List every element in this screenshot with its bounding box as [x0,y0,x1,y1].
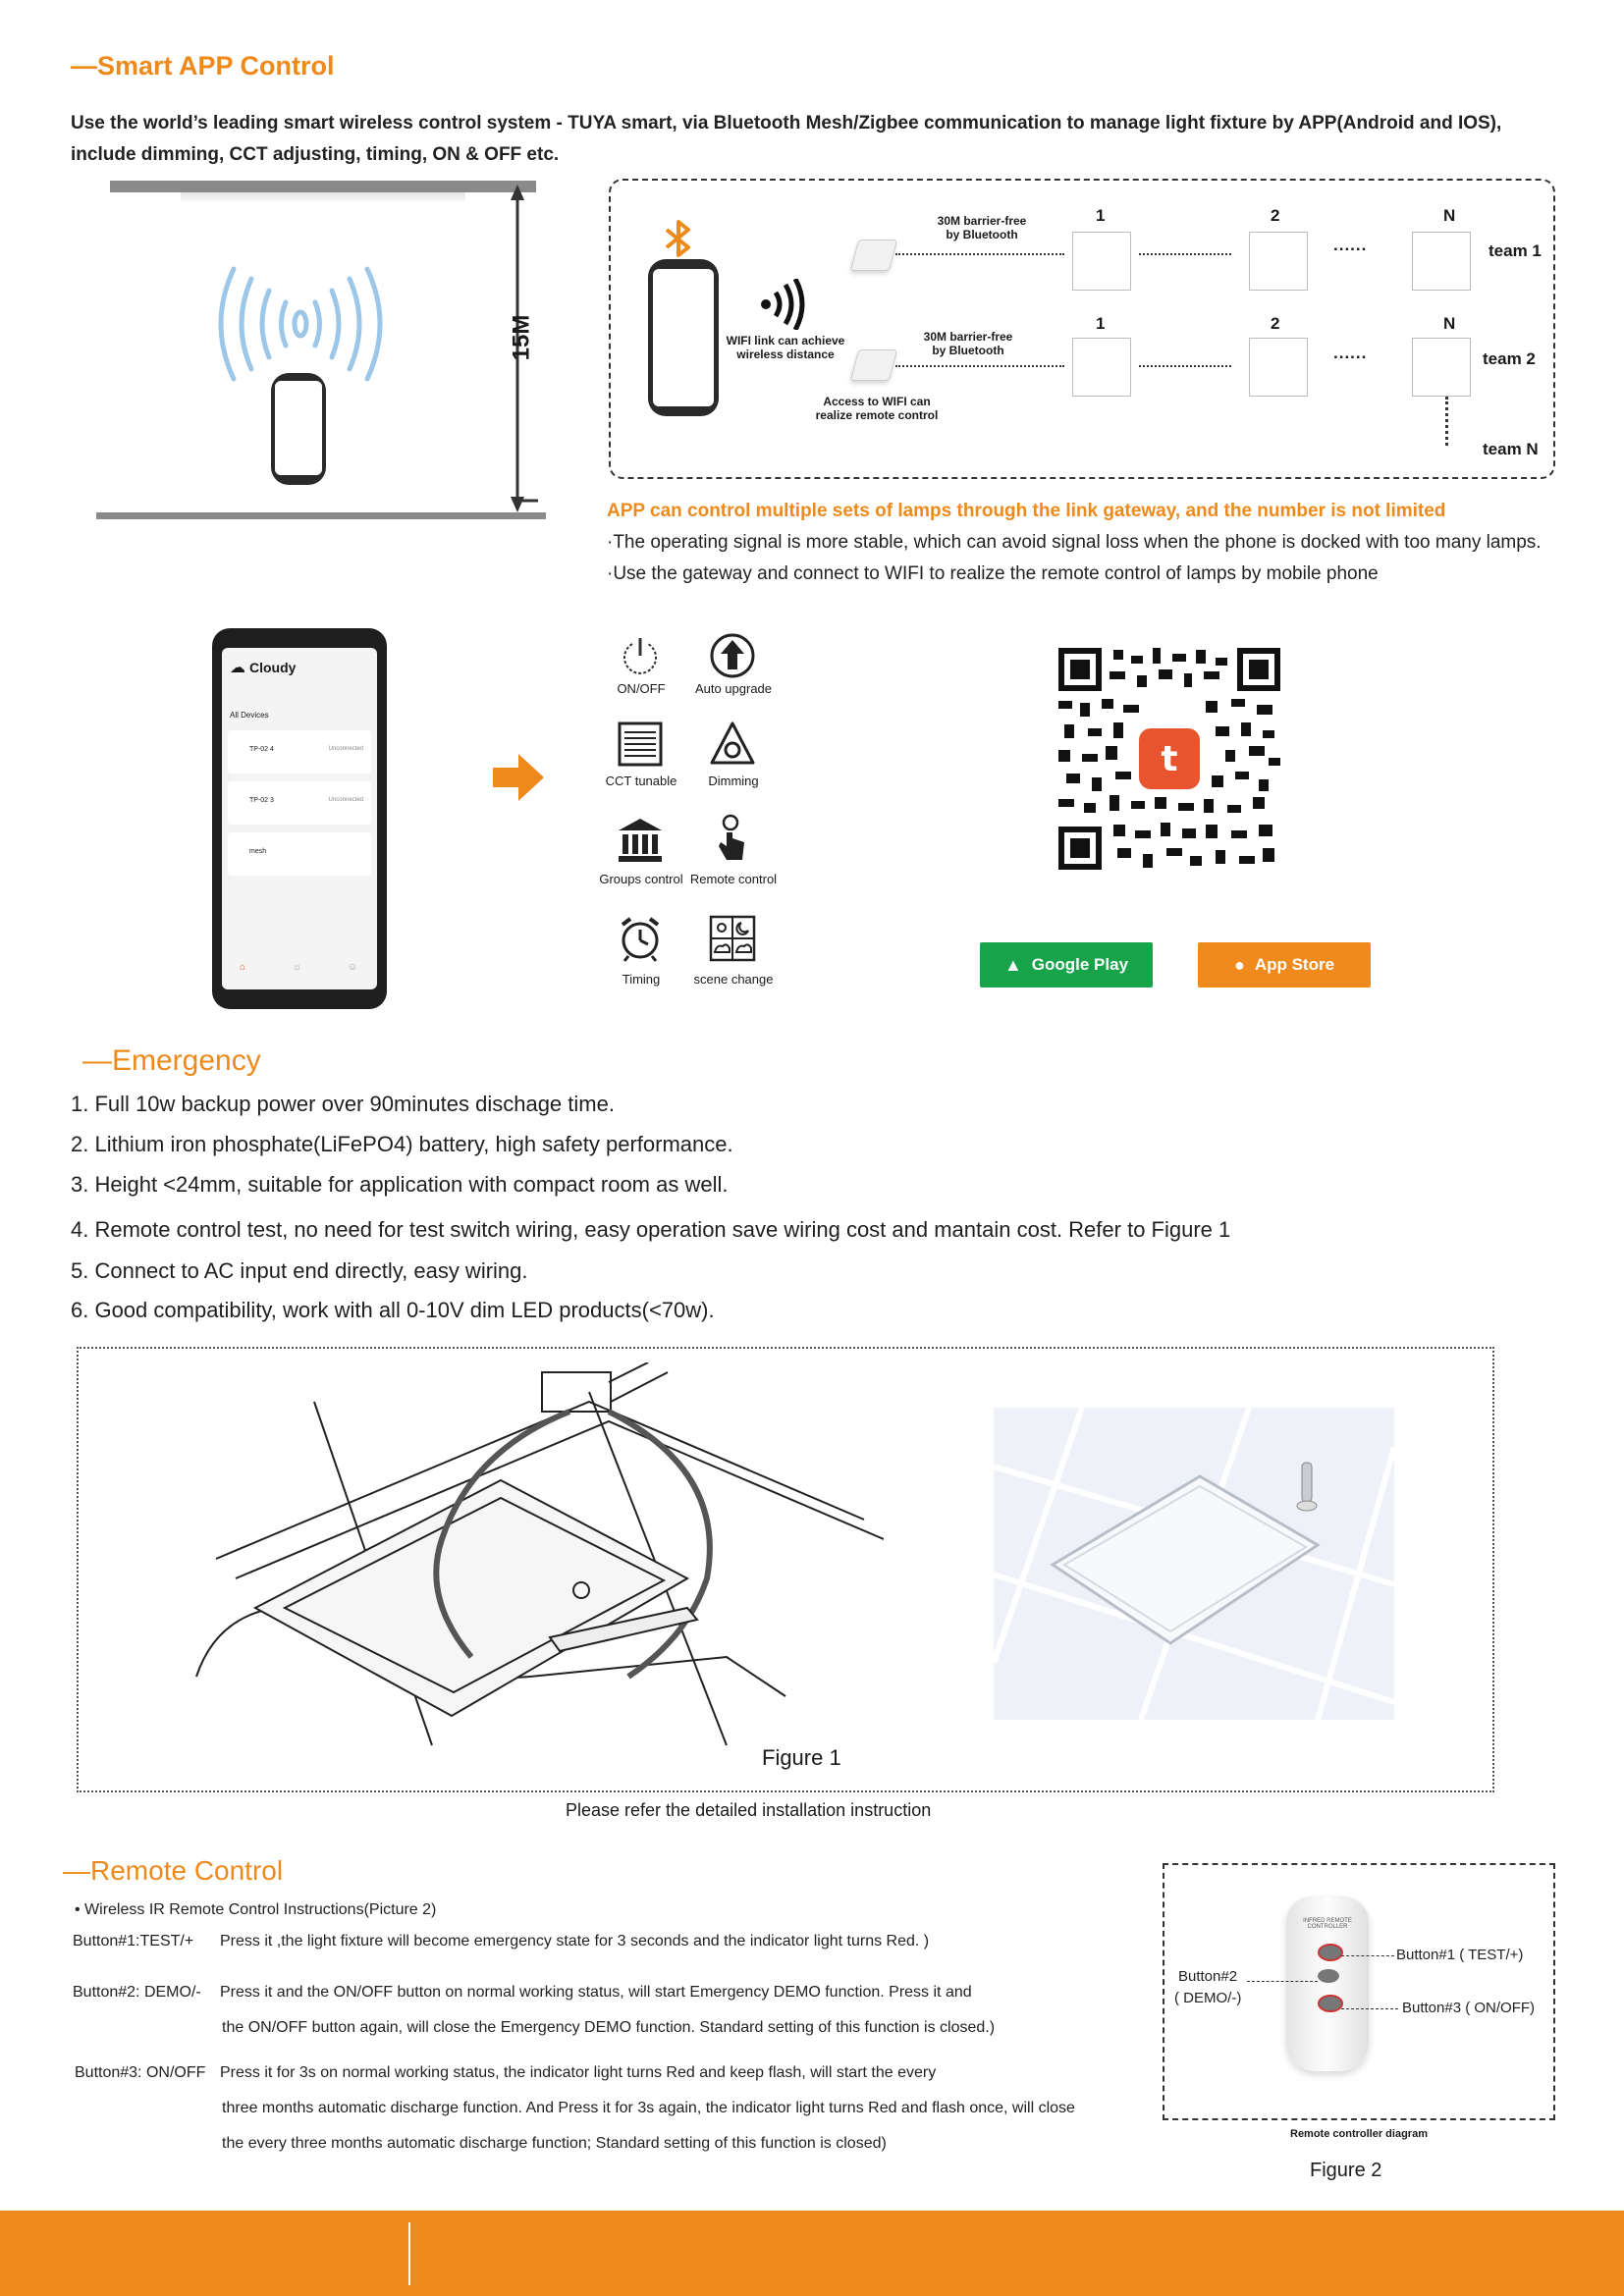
scene-icon[interactable]: ☼ [293,962,302,973]
emergency-item: 1. Full 10w backup power over 90minutes dischage time. [71,1092,615,1116]
callout-button1: Button#1 ( TEST/+) [1396,1947,1524,1963]
bt-range-2: 30M barrier-free by Bluetooth [923,330,1013,357]
tab-all-devices[interactable]: All Devices [230,711,269,720]
emergency-item: 6. Good compatibility, work with all 0-10V dim LED products(<70w). [71,1298,715,1322]
node-label: 1 [1096,314,1106,333]
button3-text: the every three months automatic discharge function; Standard setting of this function is closed) [222,2135,887,2152]
button2-text: the ON/OFF button again, will close the Emergency DEMO function. Standard setting of this function is closed.) [222,2019,996,2036]
height-label: 15M [508,314,535,361]
note-remote: ·Use the gateway and connect to WIFI to realize the remote control of lamps by mobile phone [607,563,1379,584]
apple-icon: ● [1233,954,1245,975]
ceiling-bar [110,181,536,192]
upgrade-arrow-icon [709,632,756,679]
team-label: team N [1483,440,1539,458]
note-stable: ·The operating signal is more stable, which can avoid signal loss when the phone is docked with too many lamps. [607,532,1542,553]
bluetooth-icon [661,218,696,259]
qr-code[interactable] [1058,648,1280,870]
app-phone [212,628,387,1009]
ellipsis: ...... [1333,236,1368,254]
floor-bar [96,512,546,519]
wifi-link-text: WIFI link can achieve wireless distance [726,334,845,361]
installation-drawing [177,1362,884,1755]
svg-text:t: t [1161,739,1178,779]
alarm-clock-icon [617,915,664,962]
emergency-item: 5. Connect to AC input end directly, easy wiring. [71,1258,528,1283]
feature-label: ON/OFF [617,681,666,696]
dimming-icon [709,721,756,768]
link-line [895,365,1064,367]
remote-title: —Remote Control [63,1855,284,1886]
gateway-highlight: APP can control multiple sets of lamps through the link gateway, and the number is not limited [607,501,1446,521]
button2-text: Press it and the ON/OFF button on normal working status, will start Emergency DEMO function. Press it and [220,1984,972,2001]
remote-button-3[interactable] [1318,1995,1343,2012]
feature-label: Dimming [708,774,759,788]
remote-diagram-caption: Remote controller diagram [1290,2128,1428,2140]
device-card[interactable]: TP-02 3 Unconnected [228,781,371,825]
feature-label: Groups control [599,872,683,886]
node-label: 1 [1096,206,1106,225]
node-label: N [1443,314,1456,333]
gateway-1 [850,240,898,271]
button3-label: Button#3: ON/OFF [75,2064,206,2081]
lamp-node [1412,232,1471,291]
intro-text: Use the world’s leading smart wireless control system - TUYA smart, via Bluetooth Mesh/Zigbee communication to manage light fixture by APP(Android and IOS), include dimming, CCT adjusting, timing, ON & OFF etc. [71,113,1502,165]
wifi-signal-icon [760,279,807,330]
feature-label: scene change [693,972,774,987]
footer-bar [0,2211,1624,2296]
home-icon[interactable]: ⌂ [240,962,246,973]
cct-icon [617,721,664,768]
ceiling-photo [994,1408,1394,1720]
footer-divider [408,2222,410,2285]
ceiling-grid-drawing [994,1408,1394,1720]
small-phone-screen [275,381,322,475]
android-icon: ▲ [1003,954,1022,975]
wifi-remote-text: Access to WIFI can realize remote control [815,395,939,422]
remote-button-1[interactable] [1318,1944,1343,1961]
emergency-item: 2. Lithium iron phosphate(LiFePO4) battery, high safety performance. [71,1132,733,1156]
button3-text: three months automatic discharge function. And Press it for 3s again, the indicator light turns Red and flash once, will close [222,2100,1075,2116]
link-line-vertical [1445,397,1448,446]
remote-hand-icon [709,813,756,864]
feature-label: Auto upgrade [694,681,773,696]
lamp-node [1072,232,1131,291]
app-store-button[interactable]: ● App Store [1198,942,1371,988]
weather-row: ☁ Cloudy [230,660,297,676]
figure-1-caption: Figure 1 [762,1745,841,1770]
diagram-phone-screen [653,269,714,406]
remote-device-label: INFRED REMOTE CONTROLLER [1303,1918,1352,1930]
me-icon[interactable]: ☺ [348,962,358,973]
button3-text: Press it for 3s on normal working status, the indicator light turns Red and keep flash, will start the every [220,2064,937,2081]
lamp-node [1249,338,1308,397]
link-line [895,253,1064,255]
feature-label: Remote control [689,872,778,886]
gateway-2 [850,349,898,381]
leader-line [1341,2008,1398,2009]
power-icon [617,632,664,679]
small-phone [271,373,326,485]
callout-button2: Button#2 [1178,1968,1238,1985]
team-label: team 1 [1489,241,1542,260]
node-label: 2 [1271,206,1280,225]
bt-range-1: 30M barrier-free by Bluetooth [937,214,1027,241]
node-label: 2 [1271,314,1280,333]
smart-app-title: —Smart APP Control [71,51,335,80]
link-line [1139,253,1231,255]
google-play-button[interactable]: ▲ Google Play [980,942,1153,988]
emergency-item: 3. Height <24mm, suitable for application with compact room as well. [71,1172,729,1197]
remote-subtitle: • Wireless IR Remote Control Instructions(Picture 2) [75,1901,437,1918]
feature-label: CCT tunable [605,774,677,788]
signal-waves-icon [212,265,389,383]
button1-label: Button#1:TEST/+ [73,1933,194,1949]
scene-weather-icon [709,915,756,962]
emergency-title: —Emergency [82,1044,261,1077]
team-label: team 2 [1483,349,1536,368]
button2-label: Button#2: DEMO/- [73,1984,201,2001]
orange-arrow-icon [493,754,544,801]
node-label: N [1443,206,1456,225]
installation-note: Please refer the detailed installation instruction [566,1800,932,1820]
features-grid [587,628,803,1001]
lamp-node [1072,338,1131,397]
leader-line [1247,1981,1318,1982]
emergency-item: 4. Remote control test, no need for test switch wiring, easy operation save wiring cost and mantain cost. Refer to Figure 1 [71,1217,1231,1242]
remote-controller [1286,1896,1369,2071]
network-diagram [609,179,1555,479]
diagram-phone [648,259,719,416]
device-card[interactable]: mesh [228,832,371,876]
groups-building-icon [617,817,664,864]
button1-text: Press it ,the light fixture will become emergency state for 3 seconds and the indicator light turns Red. ) [220,1933,930,1949]
device-card[interactable]: TP-02 4 Unconnected [228,730,371,774]
cloud-icon: ☁ [230,660,245,676]
lamp-node [1412,338,1471,397]
ceiling-light [181,192,465,202]
callout-button2-sub: ( DEMO/-) [1174,1990,1242,2006]
app-phone-screen [222,648,377,989]
figure-2-caption: Figure 2 [1310,2160,1382,2181]
ellipsis: ...... [1333,344,1368,362]
link-line [1139,365,1231,367]
leader-line [1341,1955,1394,1956]
callout-button3: Button#3 ( ON/OFF) [1402,2000,1536,2016]
lamp-node [1249,232,1308,291]
feature-label: Timing [622,972,661,987]
remote-button-2[interactable] [1318,1969,1339,1983]
